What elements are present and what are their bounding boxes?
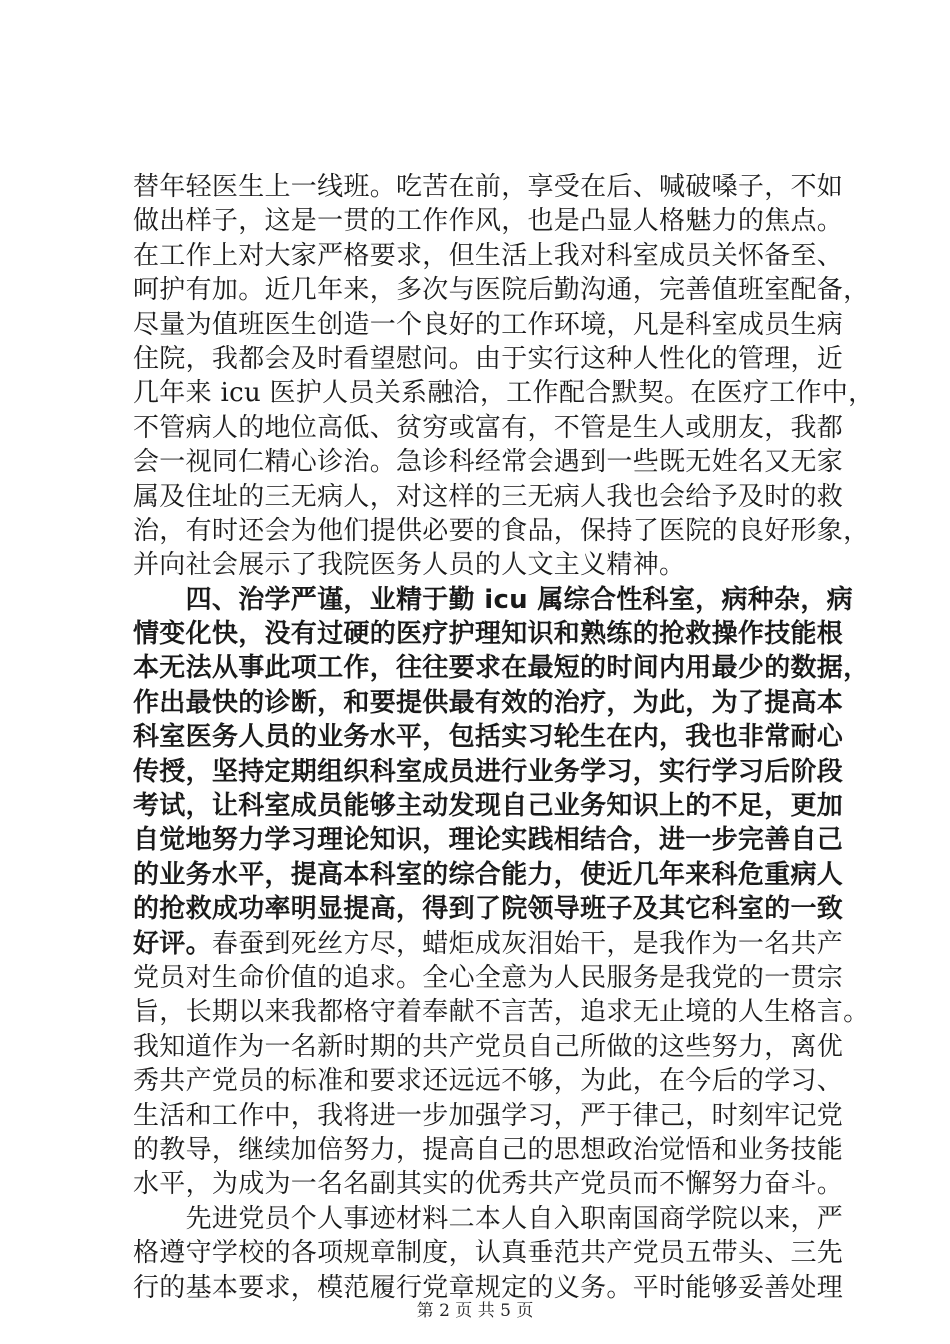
text-line: 先进党员个人事迹材料二本人自入职南国商学院以来，严 bbox=[133, 1203, 844, 1234]
text-line: 本无法从事此项工作，往往要求在最短的时间内用最少的数据， bbox=[133, 653, 870, 684]
text-line: 替年轻医生上一线班。吃苦在前，享受在后、喊破嗓子，不如 bbox=[133, 172, 844, 202]
document-body bbox=[133, 170, 875, 1305]
text-line: 科室医务人员的业务水平，包括实习轮生在内，我也非常耐心 bbox=[133, 722, 844, 753]
text-line: 旨，长期以来我都格守着奉献不言苦，追求无止境的人生格言。 bbox=[133, 997, 870, 1028]
text-line: 尽量为值班医生创造一个良好的工作环境，凡是科室成员生病 bbox=[133, 309, 844, 340]
text-line: 呵护有加。近几年来，多次与医院后勤沟通，完善值班室配备， bbox=[133, 275, 870, 306]
text-line: 我知道作为一名新时期的共产党员自己所做的这些努力，离优 bbox=[133, 1031, 844, 1062]
text-line: 行的基本要求，模范履行党章规定的义务。平时能够妥善处理 bbox=[133, 1272, 844, 1303]
text-line: 的业务水平，提高本科室的综合能力，使近几年来科危重病人 bbox=[133, 859, 844, 890]
text-line: 几年来 icu 医护人员关系融洽，工作配合默契。在医疗工作中， bbox=[133, 378, 875, 409]
text-line: 考试，让科室成员能够主动发现自己业务知识上的不足，更加 bbox=[133, 791, 844, 822]
text-line: 的抢救成功率明显提高，得到了院领导班子及其它科室的一致 bbox=[133, 894, 844, 925]
text-line: 格遵守学校的各项规章制度，认真垂范共产党员五带头、三先 bbox=[133, 1238, 844, 1269]
text-line: 治，有时还会为他们提供必要的食品，保持了医院的良好形象， bbox=[133, 515, 870, 546]
text-line: 自觉地努力学习理论知识，理论实践相结合，进一步完善自己 bbox=[133, 825, 844, 856]
text-line: 不管病人的地位高低、贫穷或富有，不管是生人或朋友，我都 bbox=[133, 412, 844, 443]
page-footer: 第 2 页 共 5 页 bbox=[416, 1301, 534, 1321]
text-line-mixed bbox=[133, 927, 844, 961]
text-line: 党员对生命价值的追求。全心全意为人民服务是我党的一贯宗 bbox=[133, 962, 844, 993]
text-line: 水平，为成为一名名副其实的优秀共产党员而不懈努力奋斗。 bbox=[133, 1169, 844, 1200]
text-line: 会一视同仁精心诊治。急诊科经常会遇到一些既无姓名又无家 bbox=[133, 447, 844, 478]
text-line: 情变化快，没有过硬的医疗护理知识和熟练的抢救操作技能根 bbox=[133, 619, 844, 650]
text-line: 做出样子，这是一贯的工作作风，也是凸显人格魅力的焦点。 bbox=[133, 206, 844, 237]
text-line: 传授，坚持定期组织科室成员进行业务学习，实行学习后阶段 bbox=[133, 756, 844, 787]
text-line: 作出最快的诊断，和要提供最有效的治疗，为此，为了提高本 bbox=[133, 687, 844, 718]
text-line: 秀共产党员的标准和要求还远远不够，为此，在今后的学习、 bbox=[133, 1066, 844, 1097]
text-fragment-bold: 好评。 bbox=[133, 928, 212, 959]
text-line: 并向社会展示了我院医务人员的人文主义精神。 bbox=[133, 550, 686, 581]
text-line: 在工作上对大家严格要求，但生活上我对科室成员关怀备至、 bbox=[133, 240, 844, 271]
text-line: 住院，我都会及时看望慰问。由于实行这种人性化的管理，近 bbox=[133, 343, 844, 374]
section-heading-line: 四、治学严谨，业精于勤 icu 属综合性科室，病种杂，病 bbox=[133, 584, 853, 615]
text-line: 属及住址的三无病人，对这样的三无病人我也会给予及时的救 bbox=[133, 481, 844, 512]
text-line: 生活和工作中，我将进一步加强学习，严于律己，时刻牢记党 bbox=[133, 1100, 844, 1131]
text-line: 的教导，继续加倍努力，提高自己的思想政治觉悟和业务技能 bbox=[133, 1134, 844, 1165]
text-fragment: 春蚕到死丝方尽，蜡炬成灰泪始干，是我作为一名共产 bbox=[211, 928, 844, 959]
